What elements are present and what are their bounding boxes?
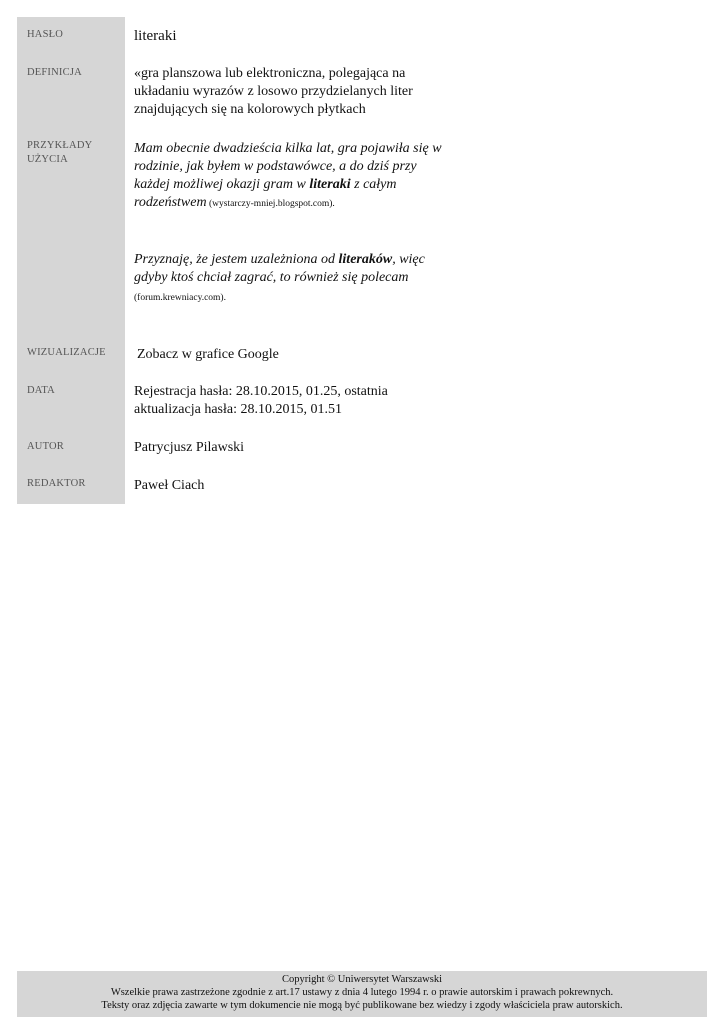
label-przyklady-line1: PRZYKŁADY	[27, 140, 93, 151]
label-definicja: DEFINICJA	[27, 67, 82, 78]
headword: literaki	[134, 28, 177, 44]
example-1-keyword: literaki	[309, 177, 351, 192]
label-przyklady	[27, 139, 92, 167]
dates-text	[134, 383, 464, 419]
google-images-link[interactable]: Zobacz w grafice Google	[137, 347, 279, 362]
footer-copyright: Copyright © Uniwersytet Warszawski	[281, 974, 443, 985]
label-haslo: HASŁO	[27, 29, 64, 40]
example-2-text-after: , więc gdyby ktoś chciał zagrać, to również się polecam	[134, 252, 425, 285]
update-date: aktualizacja hasła: 28.10.2015, 01.51	[134, 402, 342, 417]
label-redaktor: REDAKTOR	[27, 478, 86, 489]
example-2-keyword: literaków	[338, 252, 393, 267]
usage-example-2	[134, 251, 439, 307]
label-column	[17, 17, 125, 504]
example-1-source: (wystarczy-mniej.blogspot.com).	[206, 199, 335, 209]
footer-rights: Wszelkie prawa zastrzeżone zgodnie z art.17 ustawy z dnia 4 lutego 1994 r. o prawie autorskim i prawach pokrewnych.	[110, 987, 614, 998]
footer-notice: Teksty oraz zdjęcia zawarte w tym dokumencie nie mogą być publikowane bez wiedzy i zgody właściciela praw autorskich.	[101, 1000, 623, 1011]
definition-text: «gra planszowa lub elektroniczna, polegająca na układaniu wyrazów z losowo przydzielanych liter znajdujących się na kolorowych płytkach	[134, 66, 413, 117]
usage-example-1	[134, 140, 452, 213]
label-wizualizacje: WIZUALIZACJE	[27, 347, 106, 358]
example-2-text-before: Przyznaję, że jestem uzależniona od	[134, 252, 339, 267]
example-1-text-before: Mam obecnie dwadzieścia kilka lat, gra pojawiła się w rodzinie, jak byłem w podstawówce, a do dziś przy każdej możliwej okazji gram w	[134, 141, 442, 192]
registration-date: Rejestracja hasła: 28.10.2015, 01.25, ostatnia	[134, 384, 388, 399]
label-autor: AUTOR	[27, 441, 64, 452]
editor-name: Paweł Ciach	[134, 478, 205, 493]
label-data: DATA	[27, 385, 55, 396]
label-przyklady-line2: UŻYCIA	[27, 154, 68, 165]
example-1-text-after: z całym rodzeństwem	[134, 177, 397, 210]
example-2-source: (forum.krewniacy.com).	[134, 293, 226, 303]
copyright-footer	[17, 971, 707, 1017]
author-name: Patrycjusz Pilawski	[134, 440, 245, 455]
